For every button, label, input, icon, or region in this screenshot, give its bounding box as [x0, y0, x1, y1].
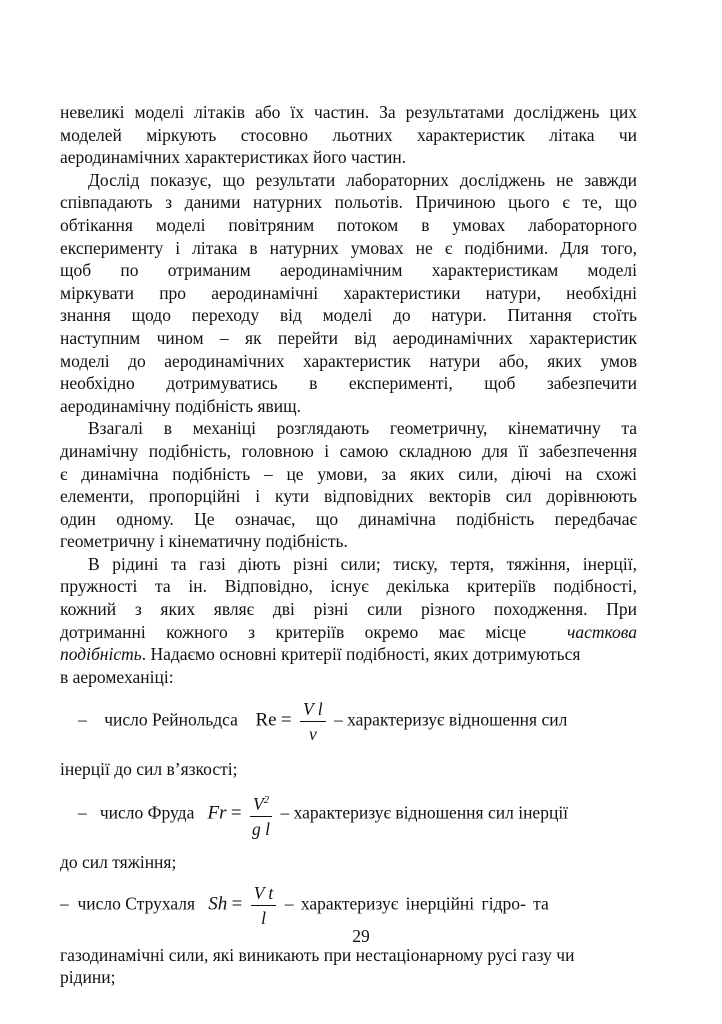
text-line: обтікання моделі повітряним потоком в умовах лабораторного — [60, 214, 637, 235]
criterion-description: – характеризує відношення сил інерції — [280, 802, 569, 823]
text-line — [60, 643, 637, 666]
criterion-froude — [60, 785, 637, 849]
text-line: кожний з яких являє дві різні сили різного походження. При — [60, 599, 637, 620]
formula-equals: = — [280, 709, 292, 731]
paragraph-2 — [60, 169, 637, 418]
fraction-numerator: V l — [300, 698, 326, 722]
fraction-numerator — [250, 789, 272, 817]
text-line: елементи, пропорційні і кути відповідних векторів сил дорівнюють — [60, 486, 637, 507]
text-line: моделей міркують стосовно льотних характеристик літака чи — [60, 124, 637, 145]
text-line: інерції до сил в’язкості; — [60, 759, 238, 780]
formula-fraction — [250, 789, 272, 840]
paragraph-1 — [60, 101, 637, 169]
paragraph-4 — [60, 553, 637, 689]
text-line: геометричну і кінематичну подібність. — [60, 531, 348, 552]
formula-equals: = — [231, 893, 243, 915]
criterion-description: – характеризує відношення сил — [334, 709, 568, 730]
italic-term: подібність — [60, 644, 142, 665]
text-segment: дотриманні кожного з критеріїв окремо має місце — [60, 621, 527, 642]
text-line: щоб по отриманим аеродинамічним характеристикам моделі — [60, 260, 637, 281]
criterion-label: число Рейнольдса — [104, 709, 238, 730]
numerator-exponent: 2 — [263, 794, 270, 807]
dash: – — [60, 893, 69, 914]
criterion-row — [78, 789, 568, 840]
dash: – — [78, 709, 87, 730]
text-line: Дослід показує, що результати лабораторних досліджень не завжди — [88, 169, 637, 190]
italic-term: часткова — [567, 621, 637, 642]
page-number: 29 — [352, 926, 370, 946]
text-line: аеродинамічну подібність явищ. — [60, 395, 301, 416]
criterion-description: – характеризує інерційні гідро- та — [284, 893, 549, 914]
text-line: є динамічна подібність – це умови, за яких сили, діючі на схожі — [60, 463, 637, 484]
formula-symbol: Re — [255, 709, 277, 731]
document-page — [60, 101, 637, 989]
text-line: динамічну подібність, головною і самою складною для її забезпечення — [60, 440, 637, 461]
formula-symbol: Fr — [207, 802, 227, 824]
formula-equals: = — [230, 802, 242, 824]
text-line — [60, 621, 637, 644]
text-line: аеродинамічних характеристиках його частин. — [60, 147, 407, 168]
criterion-row — [60, 882, 549, 929]
text-line: моделі до аеродинамічних характеристик натури або, яких умов — [60, 350, 637, 371]
criterion-reynolds — [60, 688, 637, 756]
paragraph-3 — [60, 417, 637, 553]
fraction-denominator: ν — [308, 724, 317, 745]
text-line: співпадають з даними натурних польотів. Причиною цього є те, що — [60, 192, 637, 213]
formula-fraction — [251, 882, 277, 929]
criterion-row — [78, 698, 567, 745]
text-line: в аеромеханіці: — [60, 666, 174, 687]
text-line: один одному. Це означає, що динамічна подібність передбачає — [60, 508, 637, 529]
fraction-numerator: V t — [251, 882, 277, 906]
formula-symbol: Sh — [208, 893, 228, 915]
text-segment: . Надаємо основні критерії подібності, яких дотримуються — [141, 644, 581, 665]
fraction-denominator: g l — [252, 818, 271, 839]
text-line: необхідно дотримуватись в експерименті, щоб забезпечити — [60, 373, 637, 394]
text-line: до сил тяжіння; — [60, 852, 177, 873]
fraction-denominator: l — [261, 907, 266, 928]
criterion-label: число Фруда — [99, 802, 195, 823]
formula-fraction — [300, 698, 326, 745]
numerator-base: V — [252, 793, 264, 814]
text-line: невеликі моделі літаків або їх частин. За результатами досліджень цих — [60, 102, 637, 122]
criterion-label: число Струхаля — [77, 893, 196, 914]
dash: – — [78, 802, 87, 823]
text-line: знання щодо переходу від моделі до натури. Питання стоїть — [60, 305, 637, 326]
text-line: експерименту і літака в натурних умовах не є подібними. Для того, — [60, 237, 637, 258]
text-line: газодинамічні сили, які виникають при нестаціонарному русі газу чи — [60, 944, 575, 965]
text-line: наступним чином – як перейти від аеродинамічних характеристик — [60, 327, 637, 348]
text-line: пружності та ін. Відповідно, існує декілька критеріїв подібності, — [60, 576, 637, 597]
text-line: Взагалі в механіці розглядають геометричну, кінематичну та — [88, 418, 637, 439]
text-line: рідини; — [60, 967, 116, 988]
text-line: міркувати про аеродинамічні характеристики натури, необхідні — [60, 282, 637, 303]
text-line: В рідині та газі діють різні сили; тиску, тертя, тяжіння, інерції, — [88, 553, 637, 574]
